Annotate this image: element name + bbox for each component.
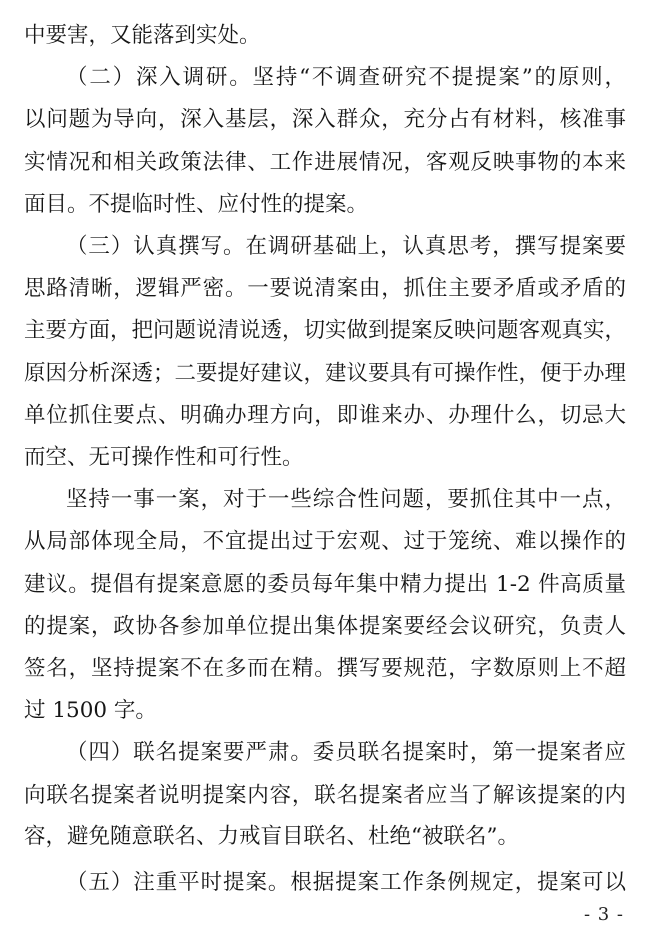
text-line: （五）注重平时提案。根据提案工作条例规定，提案可以	[66, 870, 626, 895]
text-line: （二）深入调研。坚持“不调查研究不提提案”的原则，	[66, 65, 626, 91]
text-line: 思路清晰，逻辑严密。一要说清案由，抓住主要矛盾或矛盾的	[24, 276, 626, 302]
text-line: 实情况和相关政策法律、工作进展情况，客观反映事物的本来	[24, 149, 626, 175]
text-line: 建议。提倡有提案意愿的委员每年集中精力提出 1-2 件高质量	[24, 571, 626, 597]
text-line: 面目。不提临时性、应付性的提案。	[24, 191, 369, 217]
text-line: 单位抓住要点、明确办理方向，即谁来办、办理什么，切忌大	[24, 402, 626, 428]
text-line: 过 1500 字。	[24, 698, 157, 724]
text-line: （四）联名提案要严肃。委员联名提案时，第一提案者应	[66, 740, 626, 766]
text-line: 中要害，又能落到实处。	[24, 23, 261, 48]
text-line: 容，避免随意联名、力戒盲目联名、杜绝“被联名”。	[24, 824, 519, 849]
text-line: 的提案，政协各参加单位提出集体提案要经会议研究，负责人	[24, 613, 626, 639]
text-line: 坚持一事一案，对于一些综合性问题，要抓住其中一点，	[66, 487, 626, 513]
text-line: 而空、无可操作性和可行性。	[24, 445, 304, 470]
text-line: 主要方面，把问题说清说透，切实做到提案反映问题客观真实，	[24, 318, 627, 344]
text-line: （三）认真撰写。在调研基础上，认真思考，撰写提案要	[66, 234, 626, 259]
text-line: 向联名提案者说明提案内容，联名提案者应当了解该提案的内	[24, 782, 626, 808]
page-number: - 3 -	[583, 904, 624, 925]
text-line: 原因分析深透；二要提好建议，建议要具有可操作性，便于办理	[24, 360, 627, 386]
text-line: 从局部体现全局，不宜提出过于宏观、过于笼统、难以操作的	[24, 529, 626, 555]
text-line: 签名，坚持提案不在多而在精。撰写要规范，字数原则上不超	[24, 656, 626, 681]
text-line: 以问题为导向，深入基层，深入群众，充分占有材料，核准事	[24, 107, 626, 133]
